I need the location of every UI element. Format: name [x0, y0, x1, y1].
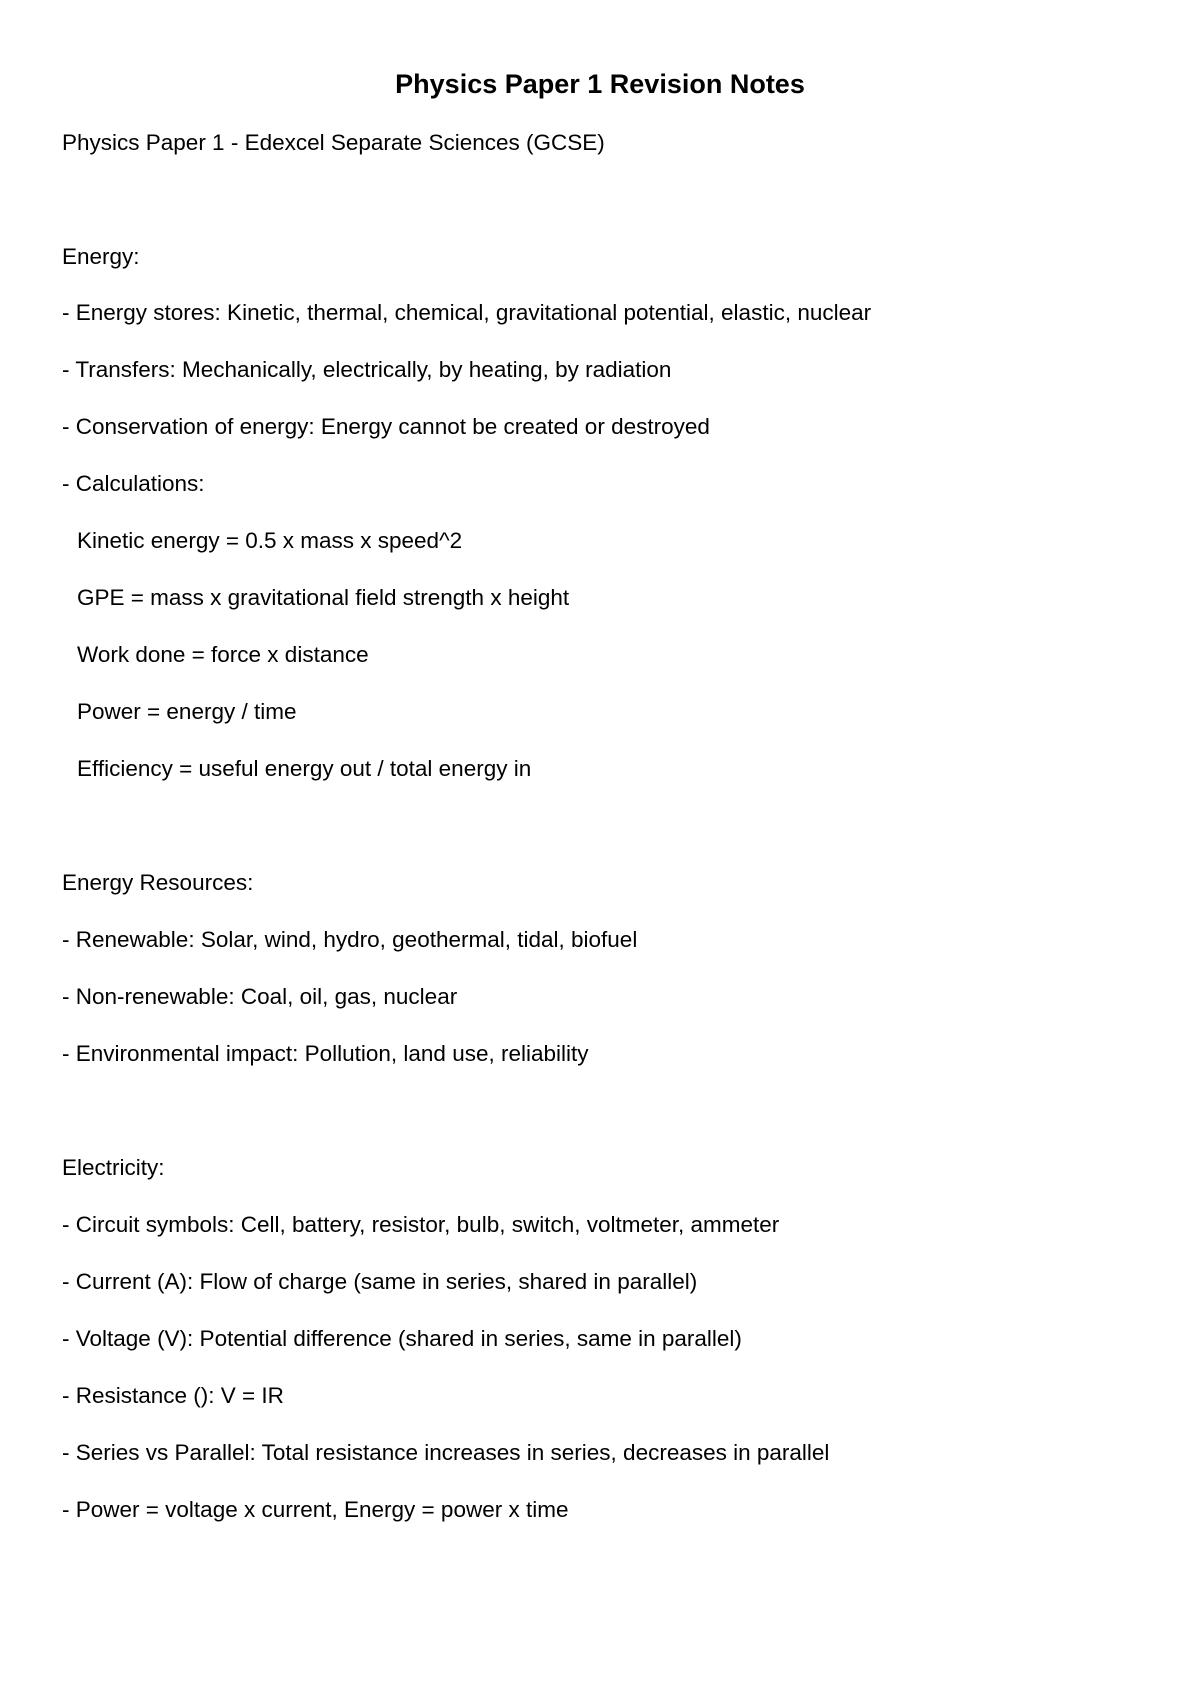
section-heading-energy-resources: Energy Resources: — [62, 870, 254, 895]
list-item: - Transfers: Mechanically, electrically, by heating, by radiation — [62, 357, 672, 382]
formula-line: Power = energy / time — [77, 699, 297, 724]
page-title: Physics Paper 1 Revision Notes — [395, 69, 805, 99]
section-heading-electricity: Electricity: — [62, 1155, 165, 1180]
formula-line: Work done = force x distance — [77, 642, 369, 667]
section-heading-energy: Energy: — [62, 244, 140, 269]
formula-line: Efficiency = useful energy out / total energy in — [77, 756, 532, 781]
list-item: - Non-renewable: Coal, oil, gas, nuclear — [62, 984, 458, 1009]
list-item: - Environmental impact: Pollution, land use, reliability — [62, 1041, 589, 1066]
list-item: - Resistance (): V = IR — [62, 1383, 284, 1408]
list-item: - Conservation of energy: Energy cannot be created or destroyed — [62, 414, 710, 439]
document-subtitle: Physics Paper 1 - Edexcel Separate Sciences (GCSE) — [62, 130, 605, 155]
list-item: - Renewable: Solar, wind, hydro, geothermal, tidal, biofuel — [62, 927, 638, 952]
list-item: - Energy stores: Kinetic, thermal, chemical, gravitational potential, elastic, nuclear — [62, 300, 872, 325]
list-item: - Power = voltage x current, Energy = power x time — [62, 1497, 569, 1522]
formula-line: GPE = mass x gravitational field strength x height — [77, 585, 570, 610]
list-item: - Circuit symbols: Cell, battery, resistor, bulb, switch, voltmeter, ammeter — [62, 1212, 780, 1237]
list-item: - Current (A): Flow of charge (same in series, shared in parallel) — [62, 1269, 698, 1294]
list-item: - Calculations: — [62, 471, 205, 496]
formula-line: Kinetic energy = 0.5 x mass x speed^2 — [77, 528, 463, 553]
list-item: - Voltage (V): Potential difference (shared in series, same in parallel) — [62, 1326, 742, 1351]
list-item: - Series vs Parallel: Total resistance increases in series, decreases in parallel — [62, 1440, 830, 1465]
